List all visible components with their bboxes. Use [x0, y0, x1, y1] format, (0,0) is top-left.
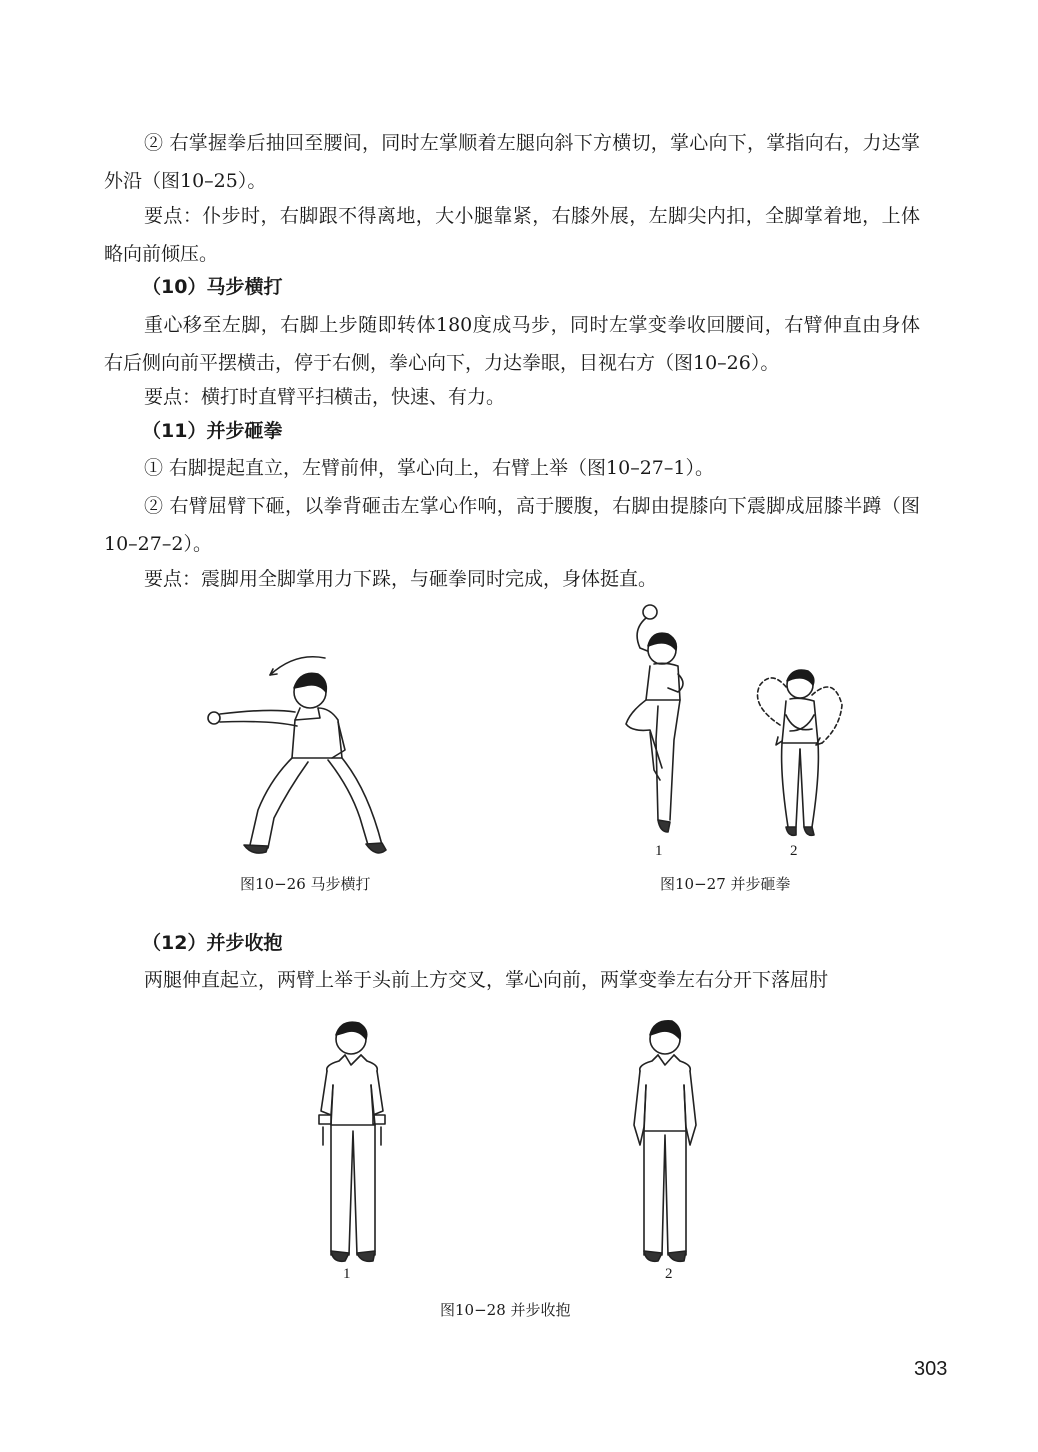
paragraph-p6: ② 右臂屈臂下砸，以拳背砸击左掌心作响，高于腰腹，右脚由提膝向下震脚成屈膝半蹲（图10–27–2）。	[104, 495, 920, 555]
page-number: 303	[914, 1358, 948, 1380]
figure-28-sub-label-1: 1	[343, 1266, 351, 1282]
figure-raised-knee-illustration	[610, 600, 700, 840]
figure-28-sub-label-2: 2	[665, 1266, 673, 1282]
figure-caption-10-28: 图10−28 并步收抱	[440, 1301, 571, 1319]
figure-closing-step-2-illustration	[620, 1015, 710, 1265]
heading-11: （11）并步砸拳	[142, 420, 283, 442]
figure-stomp-illustration	[750, 665, 850, 840]
paragraph-p1: ② 右掌握拳后抽回至腰间，同时左掌顺着左腿向斜下方横切，掌心向下，掌指向右，力达掌外沿（图10–25）。	[104, 132, 920, 192]
heading-10: （10）马步横打	[142, 276, 283, 298]
paragraph-p8: 两腿伸直起立，两臂上举于头前上方交叉，掌心向前，两掌变拳左右分开下落屈肘	[144, 969, 829, 991]
figure-27-sub-label-2: 2	[790, 843, 798, 859]
figure-27-sub-label-1: 1	[655, 843, 663, 859]
paragraph-p7: 要点：震脚用全脚掌用力下跺，与砸拳同时完成，身体挺直。	[144, 568, 658, 590]
paragraph-p5: ① 右脚提起直立，左臂前伸，掌心向上，右臂上举（图10–27–1）。	[144, 457, 714, 479]
paragraph-p3: 重心移至左脚，右脚上步随即转体180度成马步，同时左掌变拳收回腰间，右臂伸直由身体右后侧向前平摆横击，停于右侧，拳心向下，力达拳眼，目视右方（图10–26）。	[104, 314, 920, 374]
figure-closing-step-1-illustration	[305, 1015, 395, 1265]
paragraph-p2: 要点：仆步时，右脚跟不得离地，大小腿靠紧，右膝外展，左脚尖内扣，全脚掌着地，上体略向前倾压。	[104, 205, 920, 265]
motion-arrow-icon	[270, 657, 325, 675]
figure-caption-10-27: 图10−27 并步砸拳	[660, 875, 791, 893]
figure-horse-stance-illustration	[200, 640, 400, 865]
heading-12: （12）并步收抱	[142, 932, 283, 954]
figure-caption-10-26: 图10−26 马步横打	[240, 875, 371, 893]
paragraph-p4: 要点：横打时直臂平扫横击，快速、有力。	[144, 386, 506, 408]
